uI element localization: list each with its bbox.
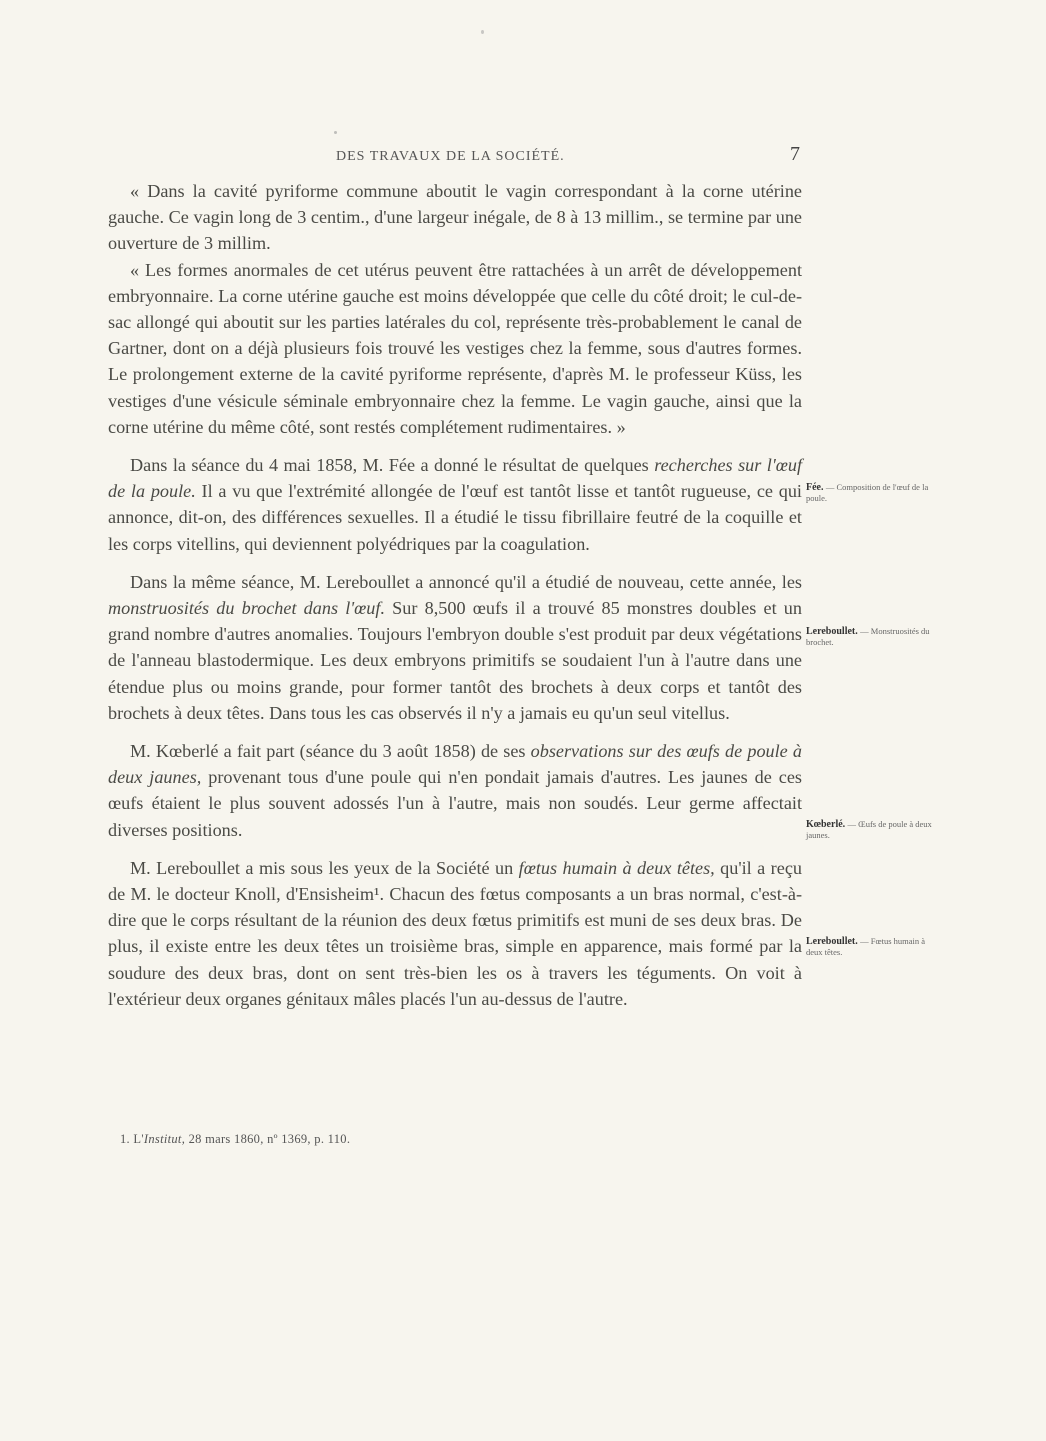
footnote	[120, 1132, 350, 1147]
page-header	[108, 145, 802, 169]
italic-title: observations sur des œufs de poule à deux jaunes,	[108, 741, 802, 788]
paragraph-text: Dans la séance du 4 mai 1858, M. Fée a donné le résultat de quelques	[130, 455, 655, 476]
paragraph-text: provenant tous d'une poule qui n'en pondait jamais d'autres. Les jaunes de ces œufs étaient le plus souvent adossés l'un à l'autre, mais non soudés. Leur germe affectait diverses positions.	[108, 767, 803, 840]
footnote-marker: 1. L'	[120, 1132, 144, 1146]
margin-note-description: — Œufs de poule à deux jaunes.	[806, 819, 932, 840]
margin-note-name: Fée.	[806, 482, 824, 493]
margin-note-lereboullet-brochet	[806, 626, 936, 648]
paragraph-1: « Dans la cavité pyriforme commune aboutit le vagin correspondant à la corne utérine gauche. Ce vagin long de 3 centim., d'une largeur inégale, de 8 à 13 millim., se termine par une ouverture de 3 millim.	[108, 181, 802, 254]
italic-title: fœtus humain à deux têtes,	[518, 857, 715, 878]
margin-note-fee	[806, 482, 936, 504]
margin-note-name: Lereboullet.	[806, 626, 858, 637]
margin-note-koeberle	[806, 819, 936, 841]
paragraph-text: Il a vu que l'extrémité allongée de l'œuf est tantôt lisse et tantôt rugueuse, ce qui annonce, dit-on, des différences sexuelles. Il a étudié le tissu fibrillaire feutré de la coquille et les corps vitellins, qui deviennent polyédriques par la coagulation.	[108, 481, 802, 554]
footnote-source: Institut,	[143, 1132, 186, 1146]
paragraph-text: Dans la même séance, M. Lereboullet a annoncé qu'il a étudié de nouveau, cette année, les	[130, 571, 802, 592]
paragraph-3	[108, 452, 802, 557]
italic-title: recherches sur l'œuf de la poule.	[108, 455, 802, 502]
paragraph-4	[108, 569, 802, 726]
body-text	[108, 178, 802, 1012]
paragraph-text: M. Kœberlé a fait part (séance du 3 août 1858) de ses	[130, 741, 531, 762]
paragraph-text: qu'il a reçu de M. le docteur Knoll, d'Ensisheim¹. Chacun des fœtus composants a un bras normal, c'est-à-dire que le corps résultant de la réunion des deux fœtus primitifs est muni de ses deux bras. De plus, il existe entre les deux têtes un troisième bras, simple en apparence, mais formé par la soudure des deux bras, dont on sent très-bien les os à travers les téguments. On voit à l'extérieur deux organes génitaux mâles placés l'un au-dessus de l'autre.	[108, 857, 802, 1009]
margin-note-description: — Composition de l'œuf de la poule.	[806, 482, 929, 503]
italic-title: monstruosités du brochet dans l'œuf.	[108, 598, 385, 619]
paragraph-2: « Les formes anormales de cet utérus peuvent être rattachées à un arrêt de développement embryonnaire. La corne utérine gauche est moins développée que celle du côté droit; le cul-de-sac allongé qui aboutit sur les parties latérales du col, représente très-probablement le canal de Gartner, dont on a déjà plusieurs fois trouvé les vestiges chez la femme, sous d'autres formes. Le prolongement externe de la cavité pyriforme représente, d'après M. le professeur Küss, les vestiges d'une vésicule séminale embryonnaire chez la femme. Le vagin gauche, ainsi que la corne utérine du même côté, sont restés complétement rudimentaires. »	[108, 259, 802, 437]
footnote-text: 28 mars 1860, nº 1369, p. 110.	[185, 1132, 351, 1146]
margin-note-description: — Monstruosités du brochet.	[806, 626, 930, 647]
page-speck	[334, 131, 337, 134]
margin-note-name: Lereboullet.	[806, 936, 858, 947]
margin-note-lereboullet-foetus	[806, 936, 936, 958]
paragraph-6	[108, 855, 802, 1012]
page-speck	[481, 30, 484, 34]
running-title: DES TRAVAUX DE LA SOCIÉTÉ.	[336, 149, 565, 164]
margin-note-name: Kœberlé.	[806, 819, 846, 830]
paragraph-text: M. Lereboullet a mis sous les yeux de la Société un	[130, 857, 519, 878]
paragraph-text: Sur 8,500 œufs il a trouvé 85 monstres doubles et un grand nombre d'autres anomalies. Toujours l'embryon double s'est produit par deux végétations de l'anneau blastodermique. Les deux embryons primitifs se soudaient l'un à l'autre dans une étendue plus ou moins grande, pour former tantôt des brochets à deux corps et tantôt des brochets à deux têtes. Dans tous les cas observés il n'y a jamais eu qu'un seul vitellus.	[108, 598, 802, 723]
margin-note-description: — Fœtus humain à deux têtes.	[806, 936, 926, 957]
paragraph-5	[108, 738, 802, 843]
page-number: 7	[790, 143, 800, 165]
